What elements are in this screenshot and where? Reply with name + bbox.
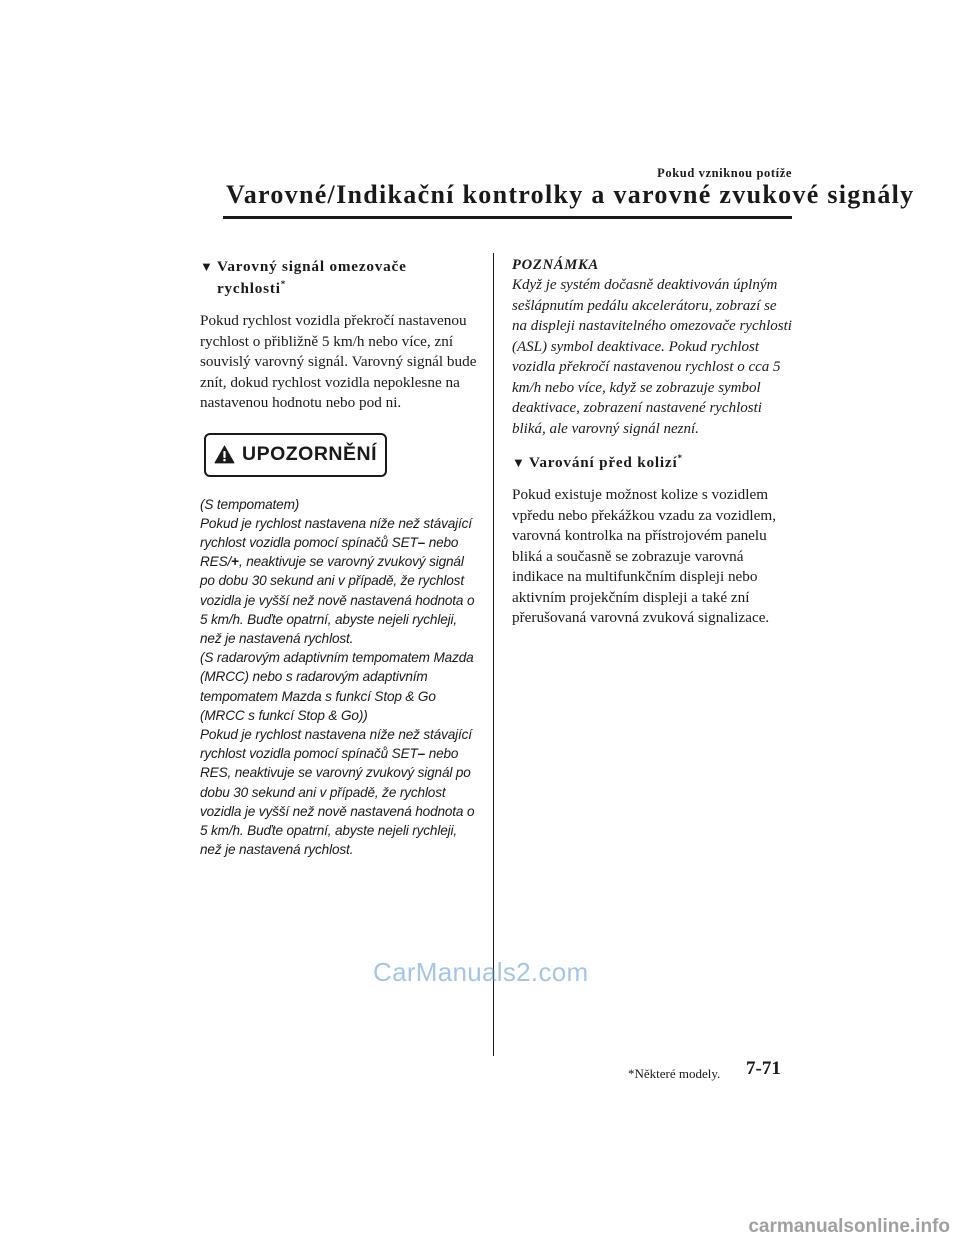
collision-warning-heading bbox=[512, 452, 792, 474]
caution-box bbox=[204, 433, 387, 477]
page-number: 7-71 bbox=[746, 1058, 781, 1079]
right-column bbox=[512, 256, 792, 629]
note-body: Když je systém dočasně deaktivován úplným sešlápnutím pedálu akcelerátoru, zobrazí se na displeji nastavitelného omezovače rychlosti (ASL) symbol deaktivace. Pokud rychlost vozidla překročí nastavenou rychlost o cca 5 km/h nebo více, když se zobrazuje symbol deaktivace, zobrazení nastavené rychlosti bliká, ale varovný signál nezní. bbox=[512, 277, 792, 437]
caution-condition-mrcc: (S radarovým adaptivním tempomatem Mazda (MRCC) nebo s radarovým adaptivním tempomatem Mazda s funkcí Stop & Go (MRCC s funkcí Stop & Go)) bbox=[200, 650, 474, 723]
plus-symbol: + bbox=[231, 554, 239, 570]
heading-text: Varovný signál omezovače rychlosti* bbox=[217, 258, 407, 297]
triangle-down-icon: ▼ bbox=[200, 259, 214, 274]
section-name: Pokud vzniknou potíže bbox=[657, 166, 792, 180]
minus-symbol: – bbox=[417, 746, 426, 762]
footer-brand: carmanualsonline.info bbox=[748, 1216, 950, 1237]
note-title: POZNÁMKA bbox=[512, 257, 599, 273]
heading-text: Varování před kolizí* bbox=[529, 453, 683, 471]
minus-symbol: – bbox=[417, 534, 426, 550]
caution-paragraph-mrcc: Pokud je rychlost nastavena níže než stávající rychlost vozidla pomocí spínačů SET– nebo RES, neaktivuje se varovný zvukový signál po dobu 30 sekund ani v případě, že rychlost vozidla je vyšší než nově nastavená hodnota o 5 km/h. Buďte opatrní, abyste nejeli rychleji, než je nastavená rychlost. bbox=[200, 726, 475, 858]
speed-limiter-body: Pokud rychlost vozidla překročí nastavenou rychlost o přibližně 5 km/h nebo více, zní souvislý varovný signál. Varovný signál bude znít, dokud rychlost vozidla nepoklesne na nastavenou hodnotu nebo pod ni. bbox=[200, 312, 477, 411]
title-divider bbox=[223, 216, 792, 219]
warning-triangle-icon bbox=[214, 441, 235, 468]
caution-label: UPOZORNĚNÍ bbox=[241, 443, 377, 465]
collision-warning-body: Pokud existuje možnost kolize s vozidlem vpředu nebo překážkou vzadu za vozidlem, varovná kontrolka na přístrojovém panelu bliká a současně se zobrazuje varovná indikace na multifunkčním displeji nebo aktivním projekčním displeji a také zní přerušovaná varovná zvuková signalizace. bbox=[512, 486, 776, 626]
footnote-mark: * bbox=[280, 279, 287, 289]
footnote: *Některé modely. bbox=[628, 1066, 721, 1081]
speed-limiter-warning-heading bbox=[200, 256, 478, 300]
caution-paragraph-cruise: Pokud je rychlost nastavena níže než stávající rychlost vozidla pomocí spínačů SET– nebo RES/+, neaktivuje se varovný zvukový signál po dobu 30 sekund ani v případě, že rychlost vozidla je vyšší než nově nastavená hodnota o 5 km/h. Buďte opatrní, abyste nejeli rychleji, než je nastavená rychlost. bbox=[200, 515, 475, 646]
page-title: Varovné/Indikační kontrolky a varovné zvukové signály bbox=[226, 180, 915, 209]
caution-condition-cruise: (S tempomatem) bbox=[200, 496, 300, 512]
watermark: CarManuals2.com bbox=[373, 957, 589, 987]
column-divider bbox=[493, 253, 494, 1056]
left-column bbox=[200, 256, 478, 859]
caution-content bbox=[200, 495, 478, 860]
footnote-mark: * bbox=[677, 453, 683, 463]
triangle-down-icon: ▼ bbox=[512, 455, 526, 470]
